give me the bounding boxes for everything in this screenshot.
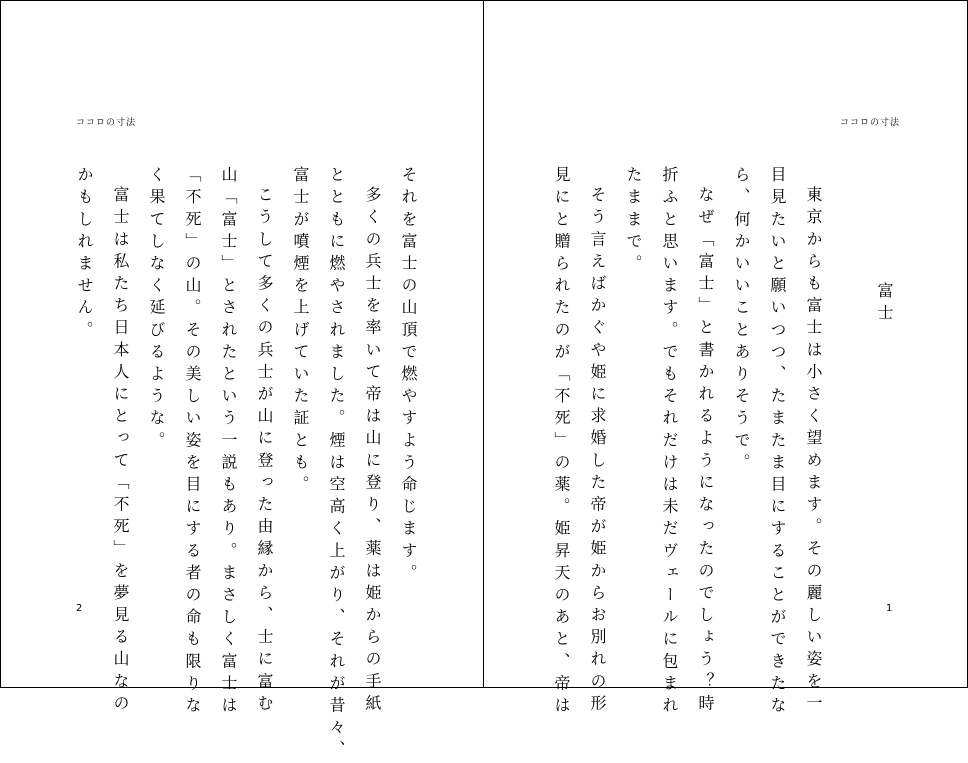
right-text-line-6: たままで。 — [624, 166, 643, 277]
page-number-right: 1 — [886, 603, 893, 614]
chapter-title: 富士 — [875, 282, 894, 326]
right-text-line-5: 折ふと思います。でもそれだけは未だヴェールに包まれ — [660, 166, 679, 719]
right-text-line-2: 目見たいと願いつつ、たまたま目にすることができたな — [768, 166, 787, 719]
left-text-line-5: こうして多くの兵士が山に登った由縁から、士に富む — [255, 186, 274, 717]
right-text-line-8: 見にと贈られたのが「不死」の薬。姫昇天のあと、帝は — [552, 166, 571, 719]
left-text-line-1: それを富士の山頂で燃やすよう命じます。 — [399, 166, 418, 586]
left-text-line-7: 「不死」の山。その美しい姿を目にする者の命も限りな — [183, 166, 202, 719]
running-head-left: ココロの寸法 — [76, 118, 137, 128]
left-text-line-9: 富士は私たち日本人にとって「不死」を夢見る山なの — [111, 186, 130, 717]
book-spine-divider — [483, 0, 484, 688]
left-text-line-8: く果てしなく延びるような。 — [147, 166, 166, 454]
left-text-line-4: 富士が噴煙を上げていた証とも。 — [291, 166, 310, 498]
right-text-line-1: 東京からも富士は小さく望めます。その麗しい姿を一 — [804, 186, 823, 717]
page-number-left: 2 — [76, 603, 83, 614]
left-text-line-10: かもしれません。 — [75, 166, 94, 343]
left-text-line-6: 山「富士」とされたという一説もあり。まさしく富士は — [219, 166, 238, 719]
right-text-line-7: そう言えばかぐや姫に求婚した帝が姫からお別れの形 — [588, 186, 607, 717]
right-text-line-4: なぜ「富士」と書かれるようになったのでしょう？時 — [696, 186, 715, 717]
right-text-line-3: ら、何かいいことありそうで。 — [732, 166, 751, 476]
running-head-right: ココロの寸法 — [840, 118, 901, 128]
left-text-line-3: とともに燃やされました。煙は空高く上がり、それが昔々、 — [327, 166, 346, 763]
left-text-line-2: 多くの兵士を率いて帝は山に登り、薬は姫からの手紙 — [363, 186, 382, 717]
